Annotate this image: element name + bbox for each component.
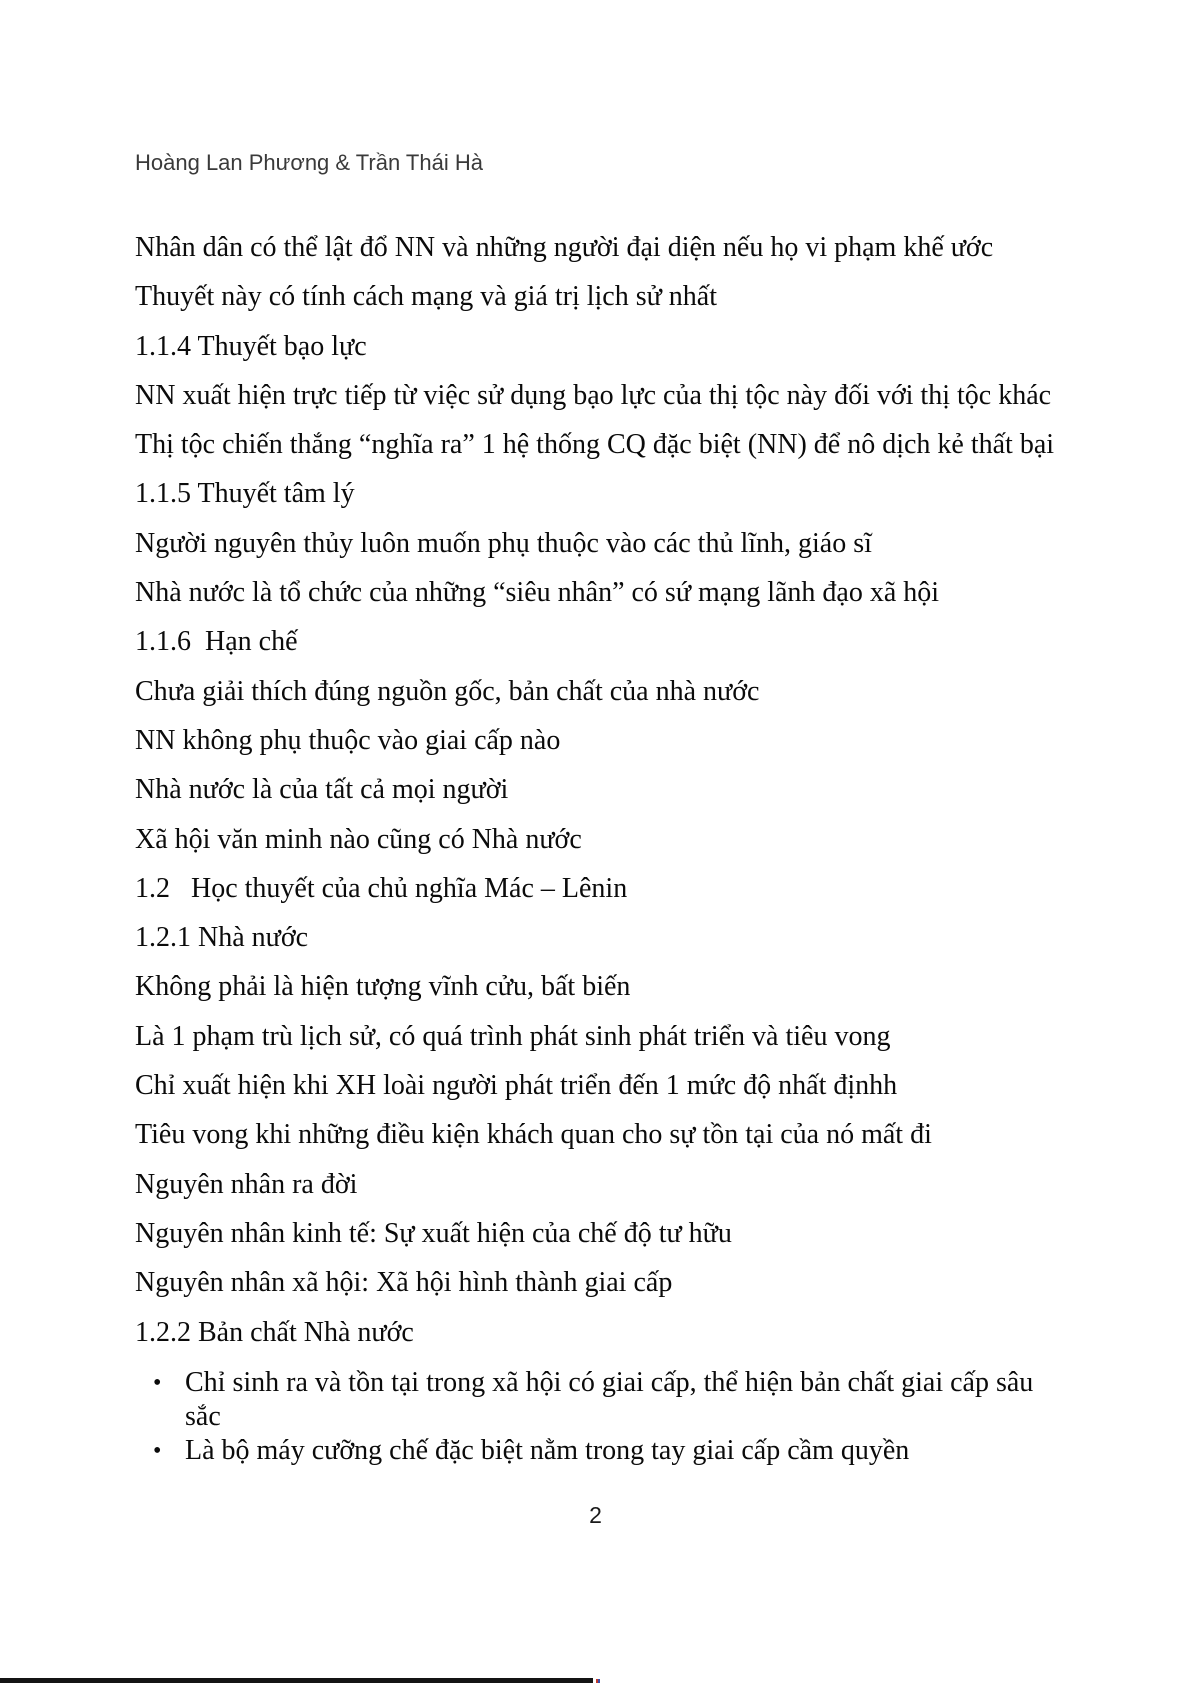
page-number: 2 xyxy=(589,1502,602,1528)
section-heading: 1.2.1 Nhà nước xyxy=(135,922,309,954)
section-heading: 1.1.6 Hạn chế xyxy=(135,626,298,658)
section-heading: 1.2 Học thuyết của chủ nghĩa Mác – Lênin xyxy=(135,872,628,904)
paragraph-line: Nhân dân có thể lật đổ NN và những người đại diện nếu họ vi phạm khế ước xyxy=(135,232,994,263)
paragraph-line: Thuyết này có tính cách mạng và giá trị lịch sử nhất xyxy=(135,281,717,313)
paragraph-line: Là 1 phạm trù lịch sử, có quá trình phát sinh phát triển và tiêu vong xyxy=(135,1020,891,1052)
list-item xyxy=(135,1366,1145,1434)
list-item xyxy=(135,1434,1145,1468)
list-item-text: Chỉ sinh ra và tồn tại trong xã hội có giai cấp, thể hiện bản chất giai cấp sâu sắc xyxy=(185,1366,1034,1432)
paragraph-line: Nguyên nhân kinh tế: Sự xuất hiện của chế độ tư hữu xyxy=(135,1217,732,1249)
section-heading: 1.1.5 Thuyết tâm lý xyxy=(135,478,355,510)
paragraph-line: Nhà nước là tổ chức của những “siêu nhân” có sứ mạng lãnh đạo xã hội xyxy=(135,577,940,609)
paragraph-line: Xã hội văn minh nào cũng có Nhà nước xyxy=(135,823,582,855)
paragraph-line: Nhà nước là của tất cả mọi người xyxy=(135,774,509,806)
document-body xyxy=(135,223,1145,1468)
paragraph-line: Không phải là hiện tượng vĩnh cửu, bất biến xyxy=(135,971,631,1003)
bullet-list xyxy=(135,1366,1145,1468)
list-item-text: Là bộ máy cưỡng chế đặc biệt nằm trong tay giai cấp cầm quyền xyxy=(185,1434,910,1466)
section-heading: 1.2.2 Bản chất Nhà nước xyxy=(135,1316,414,1348)
paragraph-line: Chỉ xuất hiện khi XH loài người phát triển đến 1 mức độ nhất địnhh xyxy=(135,1070,898,1102)
paragraph-line: Chưa giải thích đúng nguồn gốc, bản chất của nhà nước xyxy=(135,675,760,707)
paragraph-line: Nguyên nhân ra đời xyxy=(135,1168,358,1200)
paragraph-line: NN không phụ thuộc vào giai cấp nào xyxy=(135,724,561,756)
paragraph-line: NN xuất hiện trực tiếp từ việc sử dụng bạo lực của thị tộc này đối với thị tộc khác xyxy=(135,379,1052,411)
bullet-icon: • xyxy=(153,1369,162,1396)
bottom-edge-dot xyxy=(596,1679,600,1683)
running-header-authors: Hoàng Lan Phương & Trần Thái Hà xyxy=(135,150,483,175)
section-heading: 1.1.4 Thuyết bạo lực xyxy=(135,330,367,362)
bottom-black-bar xyxy=(0,1678,593,1683)
bullet-icon: • xyxy=(153,1437,162,1464)
paragraph-line: Người nguyên thủy luôn muốn phụ thuộc vào các thủ lĩnh, giáo sĩ xyxy=(135,527,872,559)
paragraph-line: Nguyên nhân xã hội: Xã hội hình thành giai cấp xyxy=(135,1267,673,1299)
paragraph-line: Thị tộc chiến thắng “nghĩa ra” 1 hệ thống CQ đặc biệt (NN) để nô dịch kẻ thất bại xyxy=(135,429,1055,461)
paragraph-line: Tiêu vong khi những điều kiện khách quan cho sự tồn tại của nó mất đi xyxy=(135,1119,932,1151)
